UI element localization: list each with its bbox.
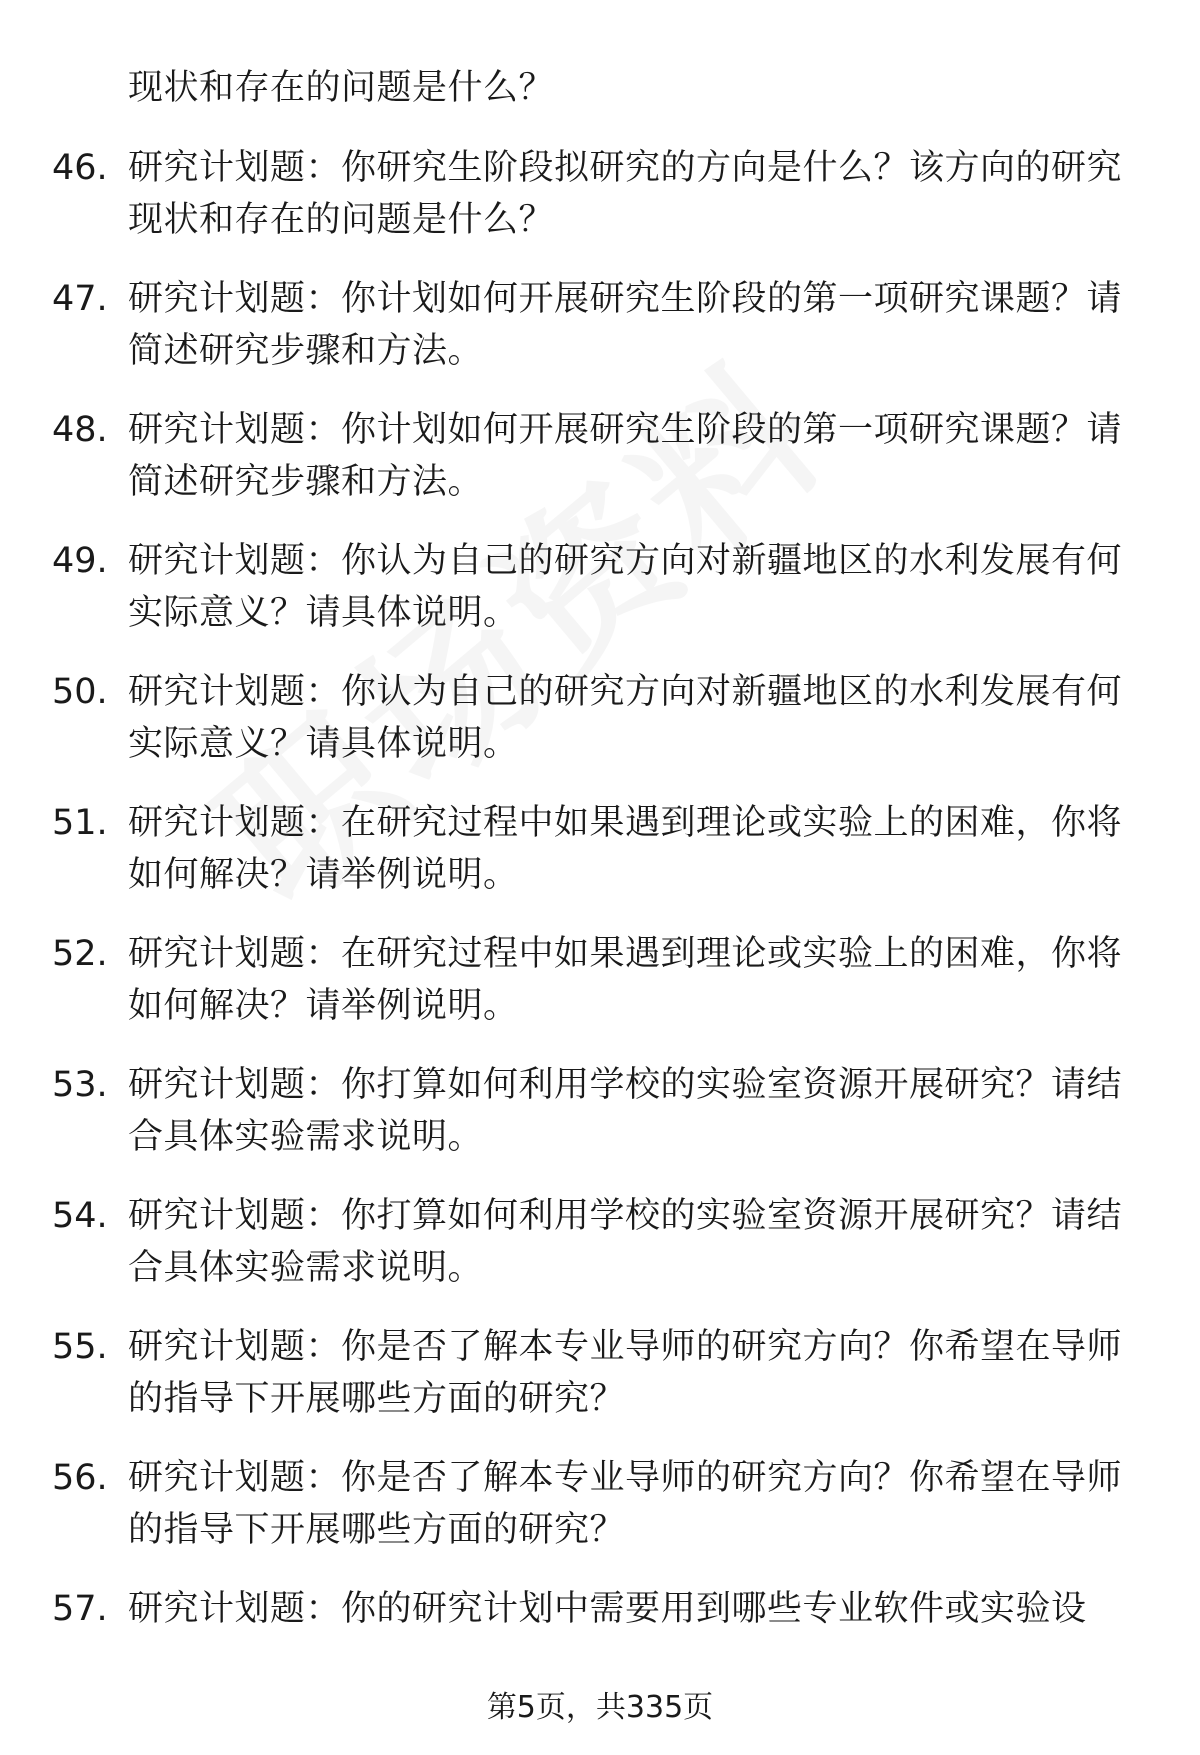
question-item: [0, 1321, 1200, 1452]
question-line: 如何解决？请举例说明。: [128, 855, 519, 895]
question-number: 52.: [52, 934, 108, 974]
question-line: 的指导下开展哪些方面的研究？: [128, 1510, 626, 1550]
question-line: 研究计划题：你认为自己的研究方向对新疆地区的水利发展有何: [128, 541, 1123, 581]
question-text: [128, 273, 1148, 377]
question-line: 简述研究步骤和方法。: [128, 331, 484, 371]
question-text: [128, 1190, 1148, 1294]
question-line: 研究计划题：你计划如何开展研究生阶段的第一项研究课题？请: [128, 279, 1123, 319]
question-line: 研究计划题：在研究过程中如果遇到理论或实验上的困难，你将: [128, 934, 1123, 974]
question-text: [128, 535, 1148, 639]
question-number: 54.: [52, 1196, 108, 1236]
question-line: 研究计划题：在研究过程中如果遇到理论或实验上的困难，你将: [128, 803, 1123, 843]
question-text: [128, 404, 1148, 508]
question-item: [0, 142, 1200, 273]
question-item: [0, 1190, 1200, 1321]
question-line: 研究计划题：你是否了解本专业导师的研究方向？你希望在导师: [128, 1327, 1123, 1367]
question-line: 研究计划题：你认为自己的研究方向对新疆地区的水利发展有何: [128, 672, 1123, 712]
question-line: 简述研究步骤和方法。: [128, 462, 484, 502]
question-text: [128, 928, 1148, 1032]
question-text: [128, 1452, 1148, 1556]
question-number: 46.: [52, 148, 108, 188]
question-item: [0, 404, 1200, 535]
question-text: [128, 1583, 1148, 1635]
question-number: 55.: [52, 1327, 108, 1367]
question-item: [0, 535, 1200, 666]
question-number: 56.: [52, 1458, 108, 1498]
page-footer: 第5页，共335页: [486, 1690, 714, 1725]
question-number: 49.: [52, 541, 108, 581]
question-item: [0, 273, 1200, 404]
continuation-text: 现状和存在的问题是什么？: [128, 68, 555, 108]
question-text: [128, 142, 1148, 246]
question-line: 研究计划题：你是否了解本专业导师的研究方向？你希望在导师: [128, 1458, 1123, 1498]
question-text: [128, 1059, 1148, 1163]
question-item: [0, 797, 1200, 928]
question-number: 53.: [52, 1065, 108, 1105]
question-text: [128, 797, 1148, 901]
question-line: 实际意义？请具体说明。: [128, 593, 519, 633]
question-line: 合具体实验需求说明。: [128, 1117, 484, 1157]
question-line: 现状和存在的问题是什么？: [128, 200, 555, 240]
question-number: 47.: [52, 279, 108, 319]
question-line: 研究计划题：你计划如何开展研究生阶段的第一项研究课题？请: [128, 410, 1123, 450]
question-line: 研究计划题：你研究生阶段拟研究的方向是什么？该方向的研究: [128, 148, 1123, 188]
question-text: [128, 1321, 1148, 1425]
question-line: 实际意义？请具体说明。: [128, 724, 519, 764]
question-number: 50.: [52, 672, 108, 712]
question-line: 的指导下开展哪些方面的研究？: [128, 1379, 626, 1419]
question-item: [0, 1059, 1200, 1190]
question-line: 研究计划题：你打算如何利用学校的实验室资源开展研究？请结: [128, 1065, 1123, 1105]
question-line: 研究计划题：你的研究计划中需要用到哪些专业软件或实验设: [128, 1589, 1087, 1629]
question-number: 57.: [52, 1589, 108, 1629]
question-item: [0, 666, 1200, 797]
question-line: 研究计划题：你打算如何利用学校的实验室资源开展研究？请结: [128, 1196, 1123, 1236]
question-item: [0, 928, 1200, 1059]
question-number: 48.: [52, 410, 108, 450]
question-line: 如何解决？请举例说明。: [128, 986, 519, 1026]
question-item: [0, 1452, 1200, 1583]
question-number: 51.: [52, 803, 108, 843]
question-text: [128, 666, 1148, 770]
question-line: 合具体实验需求说明。: [128, 1248, 484, 1288]
question-list: [0, 142, 1200, 1714]
